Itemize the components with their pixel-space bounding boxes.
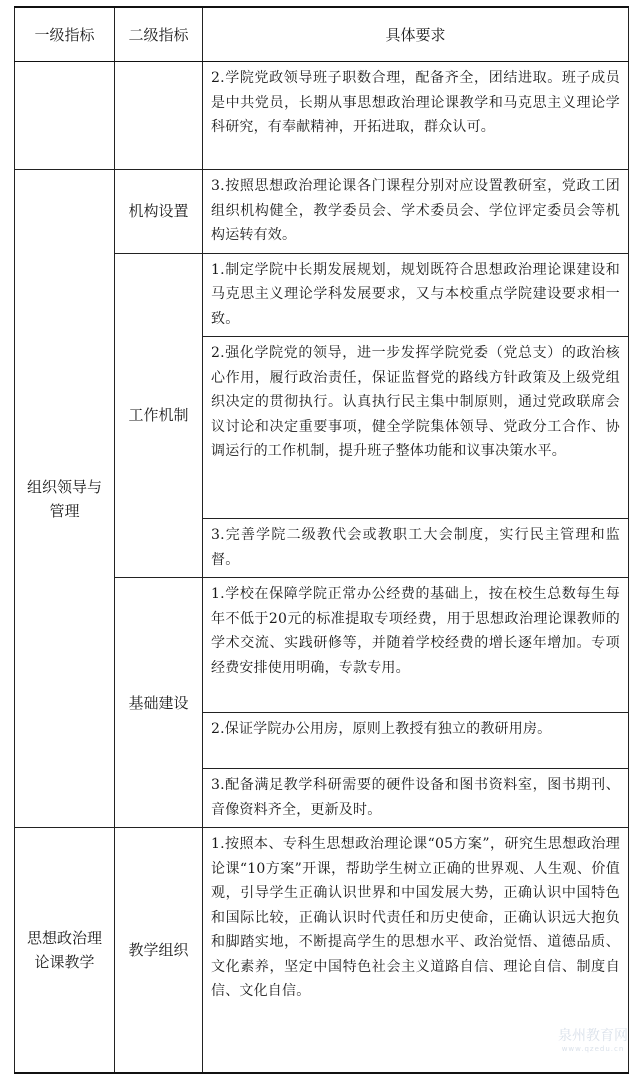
requirement-cell: 3.配备满足教学科研需要的硬件设备和图书资料室，图书期刊、音像资料齐全，更新及时。 xyxy=(203,769,629,828)
level1-cell xyxy=(15,170,115,828)
header-row xyxy=(15,7,629,62)
level1-label: 组织领导与管理 xyxy=(26,477,102,520)
header-level2: 二级指标 xyxy=(115,7,203,62)
watermark-text: 泉州教育网 xyxy=(558,1028,628,1044)
requirement-cell: 1.制定学院中长期发展规划，规划既符合思想政治理论课建设和马克思主义理论学科发展要求，又与本校重点学院建设要求相一致。 xyxy=(203,253,629,337)
level2-cell: 教学组织 xyxy=(115,828,203,1073)
level2-cell xyxy=(115,62,203,170)
table-row xyxy=(15,828,629,1073)
requirement-cell: 2.学院党政领导班子职数合理，配备齐全，团结进取。班子成员是中共党员，长期从事思想政治理论课教学和马克思主义理论学科研究，有奉献精神，开拓进取，群众认可。 xyxy=(203,62,629,170)
header-requirements: 具体要求 xyxy=(203,7,629,62)
requirement-cell: 2.强化学院党的领导，进一步发挥学院党委（党总支）的政治核心作用，履行政治责任，保证监督党的路线方针政策及上级党组织决定的贯彻执行。认真执行民主集中制原则，通过党政联席会议讨论和决定重要事项，健全学院集体领导、党政分工合作、协调运行的工作机制，提升班子整体功能和议事决策水平。 xyxy=(203,337,629,519)
level1-cell xyxy=(15,828,115,1073)
watermark-url: www.qzedu.cn xyxy=(561,1045,625,1053)
level2-cell: 基础建设 xyxy=(115,578,203,828)
table-row xyxy=(15,170,629,254)
requirement-cell: 3.完善学院二级教代会或教职工大会制度，实行民主管理和监督。 xyxy=(203,519,629,578)
requirement-cell: 1.学校在保障学院正常办公经费的基础上，按在校生总数每生每年不低于20元的标准提取专项经费，用于思想政治理论课教师的学术交流、实践研修等，并随着学校经费的增长逐年增加。专项经费安排使用明确，专款专用。 xyxy=(203,578,629,713)
level1-label: 思想政治理论课教学 xyxy=(26,928,102,971)
level2-cell: 工作机制 xyxy=(115,253,203,578)
level2-cell: 机构设置 xyxy=(115,170,203,254)
requirement-cell: 2.保证学院办公用房，原则上教授有独立的教研用房。 xyxy=(203,713,629,769)
requirement-cell: 3.按照思想政治理论课各门课程分别对应设置教研室，党政工团组织机构健全，教学委员会、学术委员会、学位评定委员会等机构运转有效。 xyxy=(203,170,629,254)
header-level1: 一级指标 xyxy=(15,7,115,62)
requirements-table xyxy=(14,6,629,1074)
watermark xyxy=(558,1025,628,1053)
level1-cell xyxy=(15,62,115,170)
table-row xyxy=(15,62,629,170)
requirement-cell: 1.按照本、专科生思想政治理论课“05方案”，研究生思想政治理论课“10方案”开课，帮助学生树立正确的世界观、人生观、价值观，引导学生正确认识世界和中国发展大势，正确认识中国特色和国际比较，正确认识时代责任和历史使命，正确认识远大抱负和脚踏实地，不断提高学生的思想水平、政治觉悟、道德品质、文化素养，坚定中国特色社会主义道路自信、理论自信、制度自信、文化自信。 xyxy=(203,828,629,1073)
